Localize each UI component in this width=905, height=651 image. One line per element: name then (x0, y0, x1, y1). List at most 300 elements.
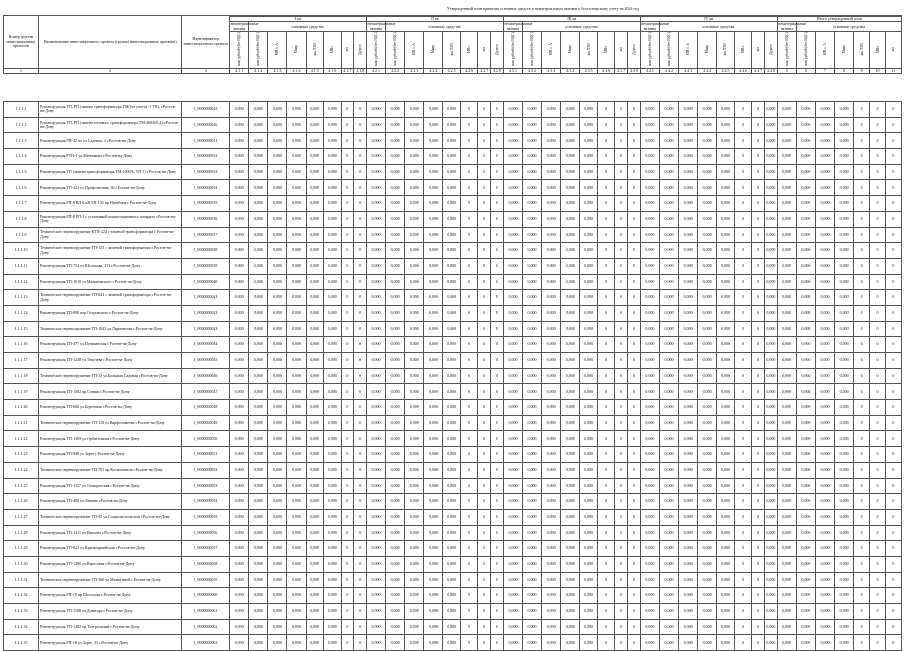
row-value: 0 (460, 368, 478, 384)
row-value: 0 (478, 337, 491, 353)
header-col-number: 2 (39, 68, 182, 73)
row-value: 0 (734, 321, 752, 337)
row-value: 0,000 (717, 368, 735, 384)
row-value: 0,000 (796, 431, 815, 447)
row-value: 0 (478, 400, 491, 416)
row-value: 0,000 (561, 305, 580, 321)
row-value: 0,000 (523, 635, 542, 651)
row-value: 0 (615, 211, 628, 227)
row-value: 0,000 (249, 290, 268, 306)
row-value: 0 (460, 604, 478, 620)
row-value: 0,000 (523, 478, 542, 494)
row-value: 0 (615, 556, 628, 572)
row-value: 0 (491, 556, 504, 572)
row-value: 0,000 (815, 462, 834, 478)
row-value: 0,000 (580, 478, 598, 494)
header-leaf (628, 32, 641, 68)
row-value: 0 (354, 494, 367, 510)
row-value: 0,000 (503, 400, 522, 416)
row-value: 0,000 (249, 588, 268, 604)
row-value: 0 (491, 415, 504, 431)
row-value: 0,000 (764, 556, 777, 572)
row-value: 0,000 (268, 274, 287, 290)
row-value: 0 (854, 290, 870, 306)
row-value: 0 (478, 541, 491, 557)
row-value: 0 (341, 556, 354, 572)
row-value: 0,000 (268, 572, 287, 588)
row-value: 0,000 (542, 321, 561, 337)
row-value: 0,000 (443, 227, 461, 243)
row-value: 0,000 (815, 290, 834, 306)
row-value: 0 (341, 180, 354, 196)
row-value: 0 (341, 509, 354, 525)
row-value: 0 (628, 274, 641, 290)
row-value: 0,000 (561, 447, 580, 463)
row-value: 0 (854, 133, 870, 149)
row-value: 0,000 (503, 102, 522, 118)
row-value: 0,000 (640, 494, 659, 510)
header-leaf-text: МВ×А (275, 43, 280, 56)
row-project-id: I_0000000046 (182, 368, 230, 384)
row-value: 0,000 (764, 337, 777, 353)
row-value: 0,000 (386, 180, 405, 196)
row-value: 0,000 (503, 258, 522, 274)
row-project-name: Реконструкция РП-18 ул.Зорге, 33 г.Ростов-на-Дону (39, 635, 182, 651)
header-nonmat: нематериальные активы (504, 21, 533, 31)
header-leaf-text: млн рублей (без НДС) (666, 32, 671, 67)
row-value: 0 (885, 604, 901, 620)
row-value: 0,000 (306, 384, 324, 400)
row-value: 0 (752, 180, 765, 196)
row-value: 0 (597, 635, 615, 651)
row-value: 0 (341, 384, 354, 400)
row-value: 0,000 (815, 619, 834, 635)
row-value: 0 (460, 525, 478, 541)
header-col-number: 4.1.4 (287, 68, 306, 73)
row-value: 0,000 (306, 431, 324, 447)
row-value: 0 (491, 604, 504, 620)
row-value: 0,000 (249, 447, 268, 463)
table-row (4, 196, 902, 212)
row-value: 0,000 (523, 211, 542, 227)
row-value: 0,000 (523, 149, 542, 165)
header-col-number: 4.1.8 (354, 68, 367, 73)
row-value: 0,000 (698, 290, 717, 306)
row-value: 0,000 (764, 211, 777, 227)
row-value: 0,000 (386, 509, 405, 525)
row-value: 0,000 (287, 305, 306, 321)
row-value: 0,000 (835, 305, 854, 321)
row-value: 0,000 (679, 415, 698, 431)
row-value: 0 (628, 305, 641, 321)
row-value: 0,000 (580, 290, 598, 306)
row-value: 0 (478, 635, 491, 651)
header-leaf-text: шт (891, 47, 896, 52)
row-value: 0,000 (659, 494, 678, 510)
row-project-name: Реконструкция ТП-1402 пр.Театральный г.Ростов-на-Дону (39, 619, 182, 635)
row-value: 0,000 (366, 164, 385, 180)
row-value: 0,000 (268, 588, 287, 604)
row-value: 0 (354, 509, 367, 525)
row-value: 0,000 (287, 509, 306, 525)
row-number: 1.1.1.9 (4, 227, 39, 243)
row-value: 0,000 (405, 604, 424, 620)
row-value: 0 (870, 290, 886, 306)
row-value: 0 (628, 258, 641, 274)
row-value: 0 (734, 149, 752, 165)
row-value: 0,000 (561, 337, 580, 353)
row-value: 0,000 (386, 541, 405, 557)
row-value: 0,000 (698, 102, 717, 118)
row-project-id: I_0000000038 (182, 243, 230, 259)
row-value: 0 (885, 117, 901, 133)
row-value: 0,000 (542, 243, 561, 259)
row-value: 0,000 (640, 604, 659, 620)
row-value: 0 (478, 211, 491, 227)
table-row (4, 400, 902, 416)
row-value: 0,000 (580, 196, 598, 212)
row-value: 0,000 (230, 196, 249, 212)
row-value: 0,000 (443, 196, 461, 212)
row-value: 0,000 (777, 149, 796, 165)
row-project-id: I_0000000060 (182, 588, 230, 604)
row-value: 0,000 (698, 227, 717, 243)
row-value: 0 (885, 305, 901, 321)
row-value: 0,000 (324, 133, 342, 149)
table-row (4, 619, 902, 635)
row-value: 0,000 (580, 102, 598, 118)
row-value: 0,000 (405, 368, 424, 384)
row-value: 0,000 (679, 462, 698, 478)
row-value: 0,000 (424, 525, 443, 541)
row-value: 0,000 (542, 211, 561, 227)
row-value: 0,000 (815, 353, 834, 369)
row-value: 0,000 (386, 321, 405, 337)
row-value: 0 (597, 400, 615, 416)
row-project-name: Реконструкция ТП-940 ул.Зорге г.Ростов-на-Дону (39, 447, 182, 463)
row-project-name: Реконструкция ТП-1290 ул.Вересаева г.Ростов-на-Дону (39, 556, 182, 572)
table-row (4, 384, 902, 400)
row-value: 0,000 (561, 572, 580, 588)
row-value: 0 (885, 274, 901, 290)
row-value: 0,000 (287, 164, 306, 180)
row-project-id: I_0000000050 (182, 431, 230, 447)
row-value: 0,000 (249, 556, 268, 572)
row-value: 0,000 (405, 400, 424, 416)
row-value: 0 (628, 149, 641, 165)
row-value: 0,000 (698, 211, 717, 227)
row-value: 0,000 (324, 619, 342, 635)
row-value: 0 (854, 353, 870, 369)
row-project-name: Реконструкция РП-8 РП-1 с установкой коммутационного аппарата г.Ростов-на-Дону (39, 211, 182, 227)
row-value: 0 (615, 525, 628, 541)
row-value: 0 (854, 447, 870, 463)
row-value: 0 (628, 478, 641, 494)
row-value: 0 (885, 337, 901, 353)
row-value: 0,000 (287, 635, 306, 651)
header-col-number: 4.3.7 (615, 68, 628, 73)
row-value: 0 (478, 180, 491, 196)
row-value: 0 (597, 494, 615, 510)
row-value: 0 (870, 431, 886, 447)
row-value: 0,000 (230, 117, 249, 133)
row-value: 0,000 (324, 604, 342, 620)
header-col-number: 9 (854, 68, 870, 73)
row-value: 0,000 (306, 102, 324, 118)
row-value: 0,000 (503, 337, 522, 353)
row-value: 0,000 (580, 588, 598, 604)
row-value: 0 (752, 149, 765, 165)
row-value: 0,000 (366, 384, 385, 400)
row-value: 0 (341, 102, 354, 118)
table-row (4, 180, 902, 196)
header-col-number: 4.2.8 (491, 68, 504, 73)
row-value: 0,000 (249, 604, 268, 620)
row-value: 0 (870, 525, 886, 541)
row-value: 0 (854, 211, 870, 227)
row-value: 0,000 (386, 478, 405, 494)
row-value: 0,000 (561, 321, 580, 337)
row-value: 0,000 (306, 509, 324, 525)
row-value: 0,000 (268, 117, 287, 133)
header-leaf-text: Мвар (568, 45, 573, 54)
row-value: 0,000 (324, 149, 342, 165)
row-value: 0,000 (659, 588, 678, 604)
row-value: 0 (460, 353, 478, 369)
row-value: 0,000 (306, 305, 324, 321)
row-project-id: I_0000000051 (182, 447, 230, 463)
row-value: 0,000 (424, 211, 443, 227)
row-value: 0,000 (324, 117, 342, 133)
header-leaf-text: МВ×А (822, 43, 827, 56)
row-value: 0 (615, 321, 628, 337)
row-value: 0 (341, 321, 354, 337)
row-value: 0,000 (443, 556, 461, 572)
row-value: 0 (615, 117, 628, 133)
row-value: 0 (628, 337, 641, 353)
row-value: 0,000 (659, 164, 678, 180)
row-value: 0,000 (424, 227, 443, 243)
row-value: 0 (615, 588, 628, 604)
row-value: 0,000 (580, 525, 598, 541)
row-project-name: Техническое перевооружение ТП-118 ул.Варфоломеева г.Ростов-на-Дону (39, 415, 182, 431)
row-value: 0 (341, 525, 354, 541)
row-value: 0,000 (386, 164, 405, 180)
row-value: 0 (597, 368, 615, 384)
row-project-id: I_0000000037 (182, 227, 230, 243)
row-number: 1.1.1.27 (4, 509, 39, 525)
row-value: 0 (478, 353, 491, 369)
header-leaf (777, 32, 796, 68)
row-value: 0,000 (764, 462, 777, 478)
row-value: 0,000 (640, 447, 659, 463)
row-value: 0 (734, 180, 752, 196)
row-project-id: I_0000000059 (182, 572, 230, 588)
row-value: 0,000 (405, 556, 424, 572)
row-value: 0 (854, 243, 870, 259)
row-value: 0,000 (640, 556, 659, 572)
row-value: 0 (734, 462, 752, 478)
row-value: 0 (870, 196, 886, 212)
row-value: 0,000 (405, 462, 424, 478)
row-value: 0 (885, 541, 901, 557)
row-value: 0 (628, 415, 641, 431)
row-value: 0 (597, 180, 615, 196)
row-value: 0,000 (815, 556, 834, 572)
row-value: 0,000 (679, 290, 698, 306)
row-value: 0,000 (796, 588, 815, 604)
row-value: 0 (478, 227, 491, 243)
row-value: 0,000 (405, 541, 424, 557)
row-value: 0 (491, 337, 504, 353)
table-row (4, 258, 902, 274)
row-value: 0 (354, 525, 367, 541)
row-value: 0 (734, 556, 752, 572)
row-value: 0,000 (424, 588, 443, 604)
row-value: 0,000 (815, 180, 834, 196)
row-value: 0 (628, 353, 641, 369)
row-value: 0 (734, 368, 752, 384)
row-value: 0 (752, 258, 765, 274)
row-value: 0,000 (405, 274, 424, 290)
row-value: 0 (354, 196, 367, 212)
row-value: 0 (628, 635, 641, 651)
row-value: 0 (478, 243, 491, 259)
row-value: 0,000 (815, 133, 834, 149)
row-value: 0,000 (306, 211, 324, 227)
header-leaf (764, 32, 777, 68)
row-value: 0,000 (230, 164, 249, 180)
header-col-number: 4.4.1 (640, 68, 659, 73)
row-value: 0 (870, 400, 886, 416)
row-value: 0,000 (249, 102, 268, 118)
header-col-number: 4.4.5 (717, 68, 735, 73)
row-value: 0,000 (764, 102, 777, 118)
row-value: 0 (615, 353, 628, 369)
row-value: 0 (734, 211, 752, 227)
row-value: 0,000 (717, 541, 735, 557)
header-col-number: 4.3.3 (542, 68, 561, 73)
row-value: 0 (752, 478, 765, 494)
row-value: 0,000 (796, 494, 815, 510)
row-value: 0 (615, 305, 628, 321)
row-value: 0,000 (580, 604, 598, 620)
row-value: 0,000 (287, 400, 306, 416)
row-value: 0,000 (366, 525, 385, 541)
row-value: 0,000 (523, 619, 542, 635)
header-leaf (752, 32, 765, 68)
row-value: 0,000 (580, 305, 598, 321)
row-value: 0,000 (777, 117, 796, 133)
row-value: 0,000 (523, 353, 542, 369)
row-value: 0 (854, 588, 870, 604)
row-value: 0,000 (249, 462, 268, 478)
row-project-name: Реконструкция ТП (замена трансформатора ТМ-1000/6, ТП-1) г.Ростов-на-Дону (39, 164, 182, 180)
table-row (4, 431, 902, 447)
table-row (4, 305, 902, 321)
row-value: 0 (354, 619, 367, 635)
row-value: 0,000 (717, 400, 735, 416)
row-value: 0 (870, 305, 886, 321)
row-value: 0,000 (306, 353, 324, 369)
row-value: 0,000 (777, 619, 796, 635)
row-value: 0,000 (764, 415, 777, 431)
row-value: 0,000 (287, 619, 306, 635)
table-row (4, 243, 902, 259)
row-value: 0,000 (287, 604, 306, 620)
table-row (4, 290, 902, 306)
row-value: 0,000 (764, 494, 777, 510)
row-project-name: Техническое перевооружение ТП-701 пр.Космонавтов г.Ростов-на-Дону (39, 462, 182, 478)
row-value: 0 (628, 572, 641, 588)
row-value: 0 (597, 133, 615, 149)
row-value: 0,000 (640, 117, 659, 133)
row-value: 0,000 (268, 211, 287, 227)
row-value: 0 (460, 509, 478, 525)
row-value: 0,000 (523, 556, 542, 572)
row-value: 0,000 (796, 227, 815, 243)
table-row (4, 321, 902, 337)
row-value: 0,000 (777, 243, 796, 259)
row-value: 0,000 (443, 572, 461, 588)
row-value: 0 (491, 243, 504, 259)
row-value: 0,000 (835, 588, 854, 604)
row-value: 0 (597, 541, 615, 557)
row-value: 0,000 (717, 211, 735, 227)
row-value: 0,000 (443, 604, 461, 620)
row-value: 0,000 (542, 337, 561, 353)
row-value: 0 (354, 556, 367, 572)
row-project-id: I_0000000047 (182, 384, 230, 400)
header-leaf-text: млн рублей (без НДС) (784, 32, 789, 67)
row-value: 0,000 (764, 305, 777, 321)
row-value: 0,000 (366, 274, 385, 290)
row-value: 0,000 (561, 635, 580, 651)
row-value: 0,000 (324, 243, 342, 259)
row-value: 0 (752, 353, 765, 369)
row-value: 0,000 (324, 447, 342, 463)
row-value: 0,000 (659, 572, 678, 588)
header-quarter-3: III кв (503, 17, 640, 22)
header-quarter-2: II кв (366, 17, 503, 22)
row-value: 0 (870, 274, 886, 290)
row-value: 0,000 (249, 149, 268, 165)
row-value: 0,000 (306, 337, 324, 353)
row-value: 0,000 (659, 556, 678, 572)
row-value: 0 (460, 572, 478, 588)
row-value: 0,000 (324, 635, 342, 651)
row-value: 0,000 (306, 494, 324, 510)
row-value: 0,000 (698, 117, 717, 133)
row-value: 0 (354, 368, 367, 384)
row-value: 0,000 (640, 462, 659, 478)
header-main-assets: основные средства (659, 22, 777, 32)
row-value: 0 (478, 556, 491, 572)
row-project-id: I_0000000055 (182, 509, 230, 525)
row-value: 0,000 (764, 133, 777, 149)
row-value: 0,000 (777, 196, 796, 212)
header-col-number: 4.2.2 (386, 68, 405, 73)
row-value: 0,000 (523, 494, 542, 510)
table-title-band: Утвержденный план принятия основных средств и нематериальных активов к бухгалтерскому учету на 2024 год (447, 6, 639, 11)
row-value: 0,000 (777, 353, 796, 369)
row-value: 0,000 (580, 133, 598, 149)
row-value: 0,000 (835, 149, 854, 165)
row-value: 0 (885, 258, 901, 274)
row-value: 0,000 (815, 494, 834, 510)
row-value: 0 (752, 604, 765, 620)
row-value: 0,000 (580, 400, 598, 416)
